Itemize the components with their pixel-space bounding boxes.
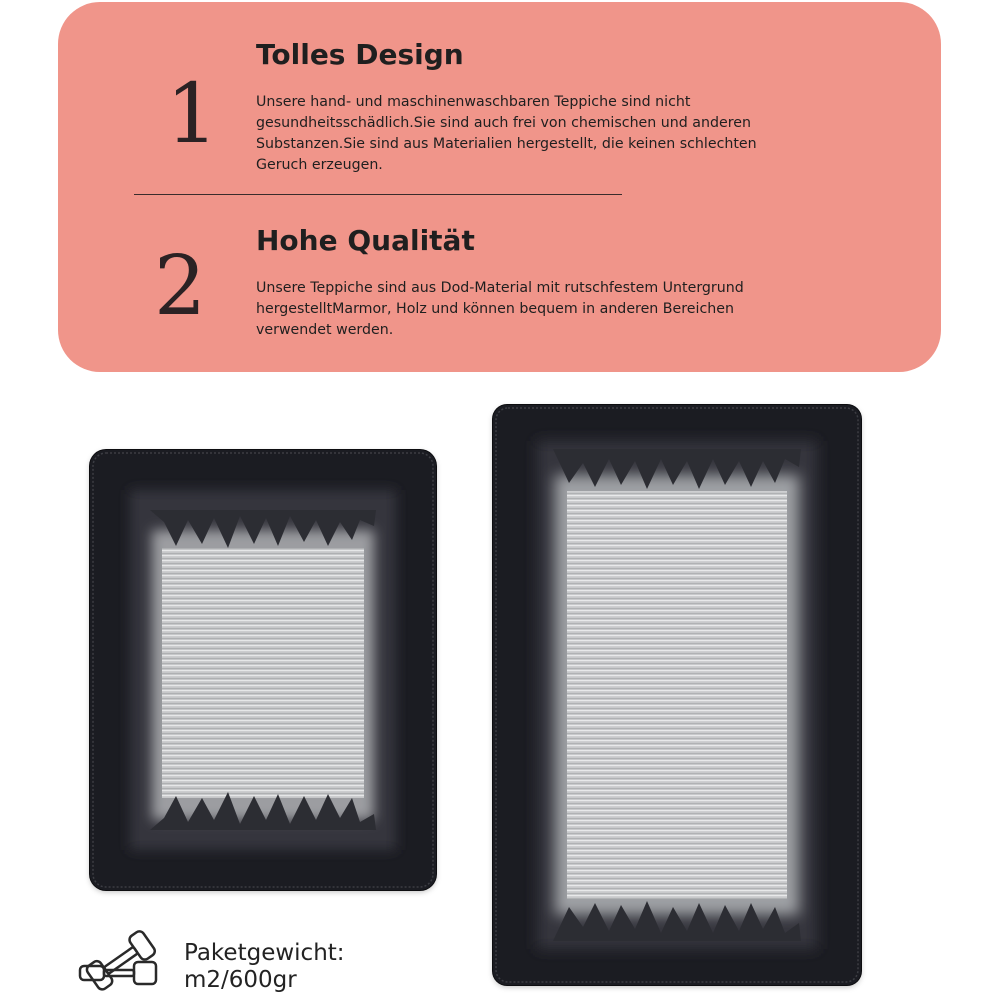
description-line: verwendet werden. (256, 322, 394, 338)
feature-description-quality (256, 278, 896, 341)
feature-title-quality: Hohe Qualität (256, 224, 475, 257)
package-weight-label: Paketgewicht: (184, 940, 345, 966)
feature-divider (134, 194, 622, 195)
feature-title-design: Tolles Design (256, 38, 464, 71)
features-panel (58, 2, 941, 372)
rug-pattern-small (90, 450, 436, 890)
description-line: Geruch erzeugen. (256, 157, 383, 173)
description-line: Unsere hand- und maschinenwaschbaren Teppiche sind nicht (256, 94, 691, 110)
description-line: gesundheitsschädlich.Sie sind auch frei von chemischen und anderen (256, 115, 751, 131)
feature-number-1: 1 (166, 67, 219, 162)
feature-number-2: 2 (154, 239, 207, 334)
dumbbell-icon (68, 928, 176, 996)
package-weight-value: m2/600gr (184, 967, 297, 993)
rug-image-small (90, 450, 436, 890)
description-line: Substanzen.Sie sind aus Materialien hergestellt, die keinen schlechten (256, 136, 757, 152)
rug-image-large (493, 405, 861, 985)
description-line: Unsere Teppiche sind aus Dod-Material mit rutschfestem Untergrund (256, 280, 744, 296)
description-line: hergestelltMarmor, Holz und können bequem in anderen Bereichen (256, 301, 734, 317)
rug-pattern-large (493, 405, 861, 985)
feature-description-design (256, 92, 896, 176)
